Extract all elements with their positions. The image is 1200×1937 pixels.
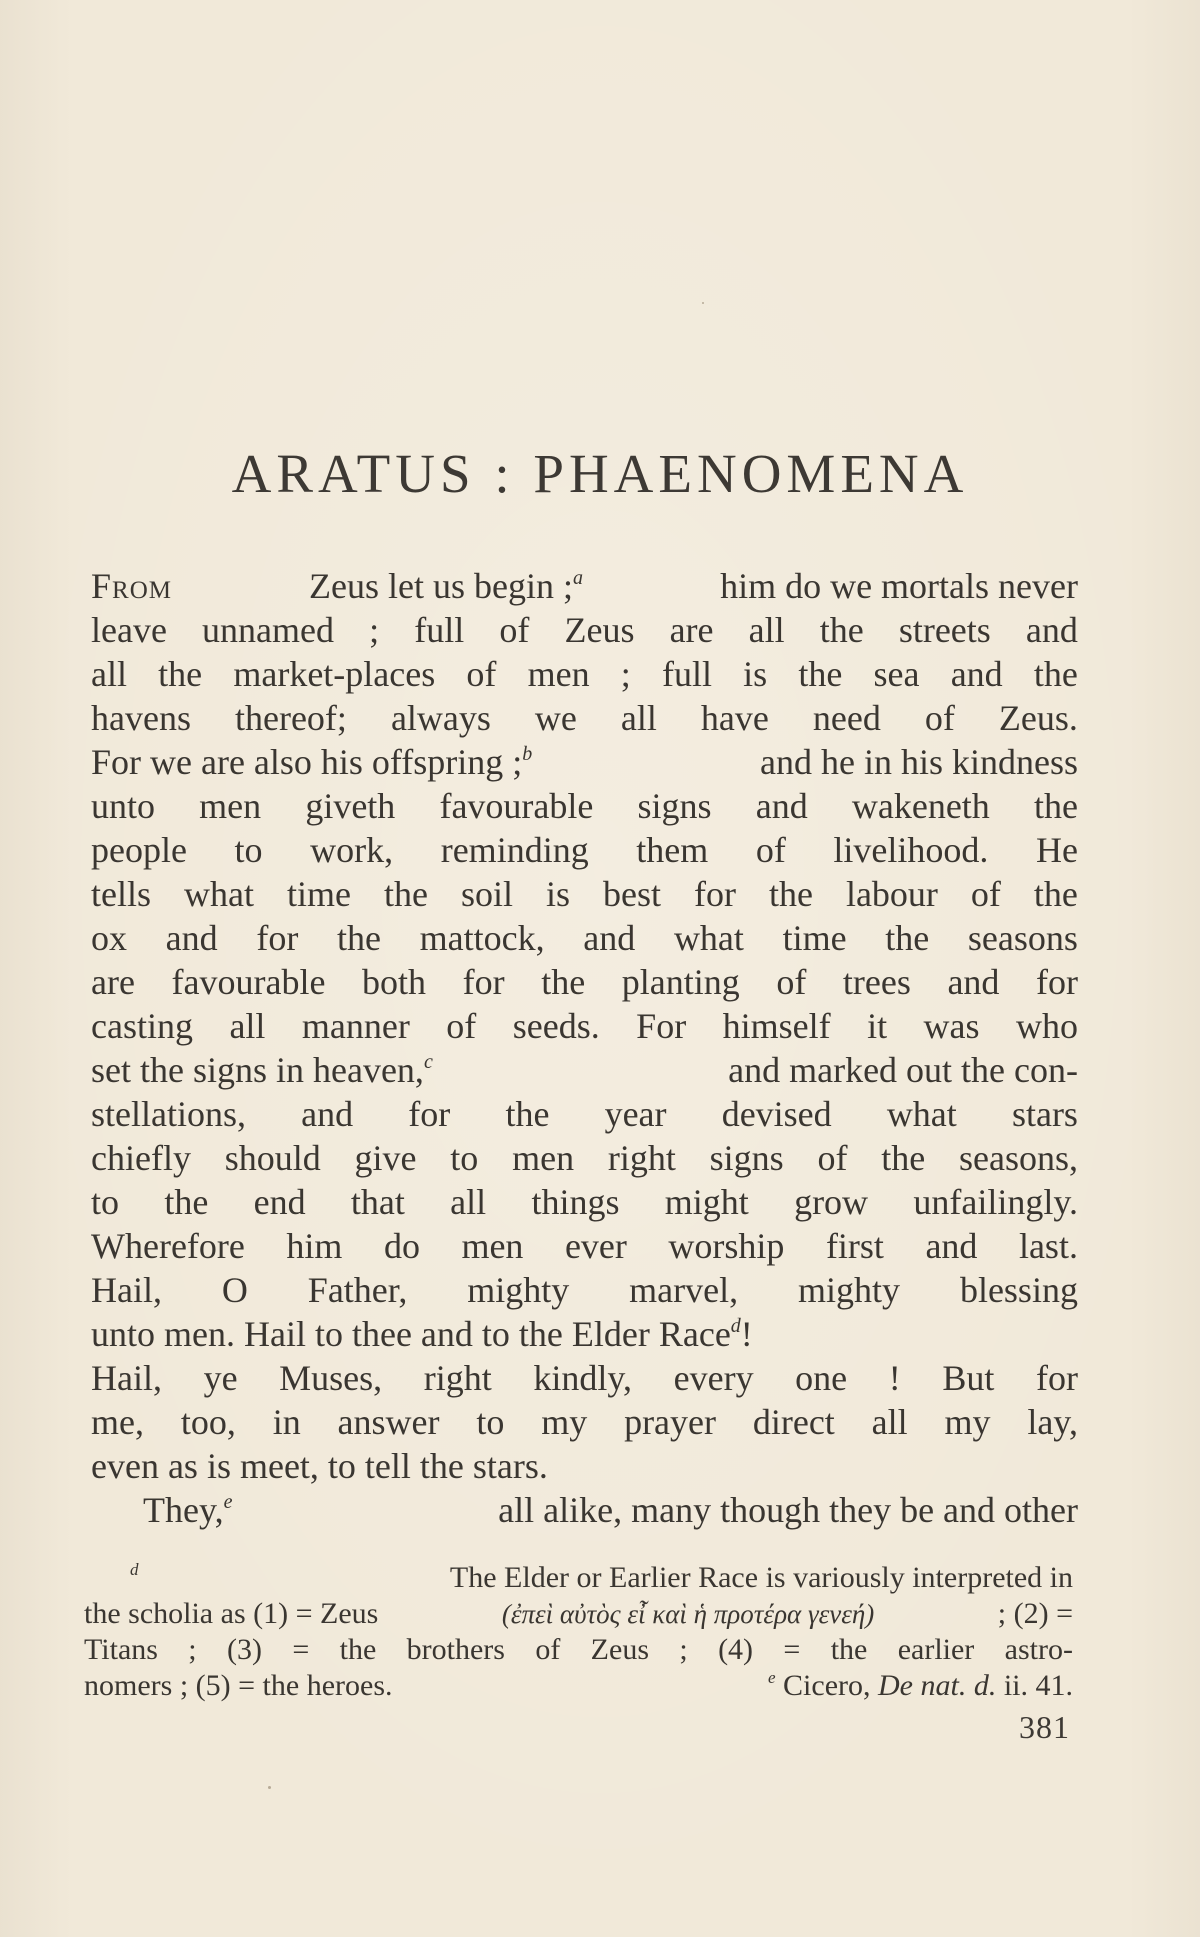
word: should	[224, 1138, 321, 1178]
paper-speck	[268, 1786, 271, 1789]
word: one	[795, 1358, 848, 1398]
word: prayer	[624, 1402, 716, 1442]
word: all	[871, 1402, 908, 1442]
word: ever	[564, 1226, 627, 1266]
word: But	[942, 1358, 995, 1398]
footnote-marker: e	[223, 1491, 233, 1513]
word: reminding	[440, 830, 589, 870]
word: all	[620, 698, 657, 738]
word: of	[924, 698, 955, 738]
word: right	[423, 1358, 492, 1398]
word: wakeneth	[851, 786, 990, 826]
word: men	[461, 1226, 524, 1266]
word: Muses,	[279, 1358, 383, 1398]
word: to	[476, 1402, 505, 1442]
word: ;	[369, 610, 380, 650]
word: seasons,	[959, 1138, 1078, 1178]
word: marvel,	[629, 1270, 739, 1310]
word: =	[292, 1633, 310, 1666]
word: O	[221, 1270, 248, 1310]
page-number: 381	[1019, 1709, 1070, 1745]
word: might	[664, 1182, 749, 1222]
word: time	[782, 918, 847, 958]
word: the	[830, 1633, 868, 1666]
footnote-line	[84, 1668, 1073, 1704]
main-text	[91, 564, 1078, 1532]
footnote-marker: d	[130, 1560, 139, 1579]
text-line	[91, 872, 1078, 916]
footnote-marker: e	[767, 1668, 776, 1687]
word: (3)	[227, 1633, 262, 1666]
word: unto	[91, 786, 156, 826]
word: (4)	[718, 1633, 754, 1666]
word: time	[286, 874, 351, 914]
word: labour	[845, 874, 938, 914]
word: chiefly	[91, 1138, 191, 1178]
word: leave	[91, 610, 167, 650]
footnote-marker: a	[573, 567, 583, 589]
word: what	[184, 874, 254, 914]
word: and	[301, 1094, 354, 1134]
word: He	[1036, 830, 1078, 870]
word: himself	[722, 1006, 831, 1046]
word: ;	[188, 1633, 197, 1666]
word: things	[531, 1182, 620, 1222]
word: soil	[460, 874, 513, 914]
word: the	[881, 1138, 926, 1178]
word: last.	[1018, 1226, 1078, 1266]
page-title: ARATUS : PHAENOMENA	[231, 443, 969, 504]
word: unfailingly.	[913, 1182, 1078, 1222]
word: right	[607, 1138, 676, 1178]
footnote-line	[84, 1632, 1073, 1668]
word: Zeus	[590, 1633, 649, 1666]
word: signs	[709, 1138, 784, 1178]
text-line	[91, 916, 1078, 960]
word: give	[354, 1138, 417, 1178]
word: worship	[668, 1226, 785, 1266]
text-line	[91, 564, 1078, 608]
text-line	[91, 1136, 1078, 1180]
word: of	[535, 1633, 561, 1666]
text-line	[91, 1400, 1078, 1444]
word: full	[414, 610, 465, 650]
word: are	[91, 962, 135, 1002]
word: for	[256, 918, 299, 958]
word: me,	[91, 1402, 144, 1442]
word: work,	[310, 830, 394, 870]
word: end	[253, 1182, 306, 1222]
word: of	[466, 654, 497, 694]
word: the	[339, 1633, 377, 1666]
word: the	[158, 654, 203, 694]
word: people	[91, 830, 187, 870]
footnote-text: ; (2) =	[997, 1597, 1073, 1630]
word: year	[604, 1094, 667, 1134]
word: for	[462, 962, 505, 1002]
word: livelihood.	[833, 830, 989, 870]
word: mattock,	[419, 918, 545, 958]
word: favourable	[439, 786, 594, 826]
word: to	[234, 830, 263, 870]
footnote-text: the scholia as (1) = Zeus	[84, 1597, 379, 1630]
text-line	[91, 828, 1078, 872]
word: and	[583, 918, 636, 958]
word: that	[350, 1182, 405, 1222]
word: astro-	[1004, 1633, 1073, 1666]
word: for	[408, 1094, 451, 1134]
word: Father,	[307, 1270, 408, 1310]
word: stellations,	[91, 1094, 246, 1134]
word: !	[888, 1358, 901, 1398]
text-line	[91, 1224, 1078, 1268]
word: all	[748, 610, 785, 650]
word: Zeus	[564, 610, 635, 650]
word: men	[512, 1138, 575, 1178]
word: trees	[842, 962, 911, 1002]
word: full	[661, 654, 712, 694]
word: best	[602, 874, 661, 914]
word: Titans	[84, 1633, 158, 1666]
word: of	[755, 830, 786, 870]
word: we	[534, 698, 577, 738]
word: streets	[898, 610, 991, 650]
word: all	[450, 1182, 487, 1222]
footnote-text: The Elder or Earlier Race is variously interpreted in	[449, 1561, 1073, 1594]
word: of	[817, 1138, 848, 1178]
word: For	[636, 1006, 687, 1046]
word: and	[950, 654, 1003, 694]
word: first	[825, 1226, 884, 1266]
footnote-marker: d	[730, 1315, 741, 1337]
word: and	[1025, 610, 1078, 650]
word: have	[700, 698, 769, 738]
word: giveth	[305, 786, 396, 826]
text-segment: They,$^e$	[143, 1490, 233, 1530]
word: signs	[637, 786, 712, 826]
footnote-text: nomers ; (5) = the heroes.	[84, 1669, 393, 1702]
word: and	[947, 962, 1000, 1002]
text-segment: From	[91, 566, 172, 606]
word: it	[867, 1006, 888, 1046]
text-line	[91, 1180, 1078, 1224]
word: the	[1033, 874, 1078, 914]
word: and	[755, 786, 808, 826]
footnote-marker: c	[423, 1051, 433, 1073]
word: grow	[794, 1182, 869, 1222]
word: stars	[1011, 1094, 1078, 1134]
text-line	[91, 740, 1078, 784]
word: to	[91, 1182, 120, 1222]
word: every	[673, 1358, 754, 1398]
word: the	[541, 962, 586, 1002]
word: was	[923, 1006, 980, 1046]
footnote-e: $^e$ Cicero, De nat. d. ii. 41.	[767, 1668, 1073, 1702]
word: casting	[91, 1006, 193, 1046]
paper-speck	[702, 302, 704, 304]
text-line	[91, 1048, 1078, 1092]
text-line	[91, 1092, 1078, 1136]
word: tells	[91, 874, 151, 914]
text-line	[91, 960, 1078, 1004]
text-line	[91, 784, 1078, 828]
word: manner	[301, 1006, 410, 1046]
word: ;	[679, 1633, 688, 1666]
text-segment: all alike, many though they be and other	[498, 1490, 1078, 1530]
word: is	[743, 654, 768, 694]
word: mighty	[467, 1270, 570, 1310]
text-segment: him do we mortals never	[720, 566, 1078, 606]
word: kindly,	[533, 1358, 633, 1398]
word: market-places	[233, 654, 436, 694]
word: planting	[621, 962, 740, 1002]
footnote-line	[84, 1560, 1073, 1596]
word: unnamed	[202, 610, 335, 650]
word: my	[944, 1402, 991, 1442]
word: Wherefore	[91, 1226, 245, 1266]
word: ox	[91, 918, 127, 958]
text-segment: even as is meet, to tell the stars.	[91, 1446, 548, 1486]
word: the	[768, 874, 813, 914]
word: to	[450, 1138, 479, 1178]
text-segment: and he in his kindness	[760, 742, 1078, 782]
word: men	[527, 654, 590, 694]
word: seasons	[967, 918, 1078, 958]
word: the	[1033, 654, 1078, 694]
word: and	[165, 918, 218, 958]
word: the	[383, 874, 428, 914]
word: is	[545, 874, 570, 914]
text-line	[91, 652, 1078, 696]
word: the	[336, 918, 381, 958]
word: what	[886, 1094, 957, 1134]
text-line	[91, 1488, 1078, 1532]
word: blessing	[959, 1270, 1078, 1310]
word: ye	[203, 1358, 238, 1398]
word: lay,	[1027, 1402, 1078, 1442]
word: the	[885, 918, 930, 958]
text-line	[91, 608, 1078, 652]
word: Hail,	[91, 1358, 162, 1398]
word: for	[1035, 1358, 1078, 1398]
word: always	[390, 698, 491, 738]
word: sea	[873, 654, 920, 694]
text-segment: For we are also his offspring ;$^b$	[91, 742, 533, 782]
word: answer	[337, 1402, 440, 1442]
word: seeds.	[512, 1006, 600, 1046]
word: the	[505, 1094, 550, 1134]
word: mighty	[798, 1270, 901, 1310]
text-segment: set the signs in heaven,$^c$	[91, 1050, 433, 1090]
word: all	[91, 654, 127, 694]
word: brothers	[406, 1633, 505, 1666]
word: direct	[752, 1402, 835, 1442]
text-segment: Zeus let us begin ;$^a$	[309, 566, 583, 606]
word: thereof;	[234, 698, 347, 738]
footnotes	[84, 1560, 1073, 1704]
word: who	[1016, 1006, 1078, 1046]
word: all	[229, 1006, 266, 1046]
word: for	[1036, 962, 1078, 1002]
word: the	[819, 610, 864, 650]
footnote-marker: b	[522, 743, 533, 765]
word: men	[199, 786, 262, 826]
word: do	[383, 1226, 420, 1266]
word: of	[970, 874, 1001, 914]
greek-quotation: (ἐπεὶ αὐτὸς εἶ καὶ ἡ προτέρα γενεή)	[501, 1599, 875, 1629]
word: of	[776, 962, 807, 1002]
text-line	[91, 1004, 1078, 1048]
word: my	[541, 1402, 588, 1442]
word: favourable	[171, 962, 326, 1002]
word: too,	[180, 1402, 236, 1442]
word: the	[164, 1182, 209, 1222]
word: them	[636, 830, 709, 870]
footnote-line	[84, 1596, 1073, 1632]
text-line	[91, 1444, 1078, 1488]
word: the	[798, 654, 843, 694]
word: what	[673, 918, 744, 958]
word: Hail,	[91, 1270, 162, 1310]
word: for	[693, 874, 736, 914]
text-line	[91, 1356, 1078, 1400]
word: are	[669, 610, 714, 650]
word: both	[362, 962, 427, 1002]
word: devised	[721, 1094, 832, 1134]
text-segment: unto men. Hail to thee and to the Elder Race$^d$!	[91, 1314, 753, 1354]
word: in	[272, 1402, 301, 1442]
word: of	[446, 1006, 477, 1046]
text-line	[91, 1268, 1078, 1312]
word: him	[286, 1226, 343, 1266]
word: havens	[91, 698, 191, 738]
word: the	[1033, 786, 1078, 826]
word: ;	[620, 654, 631, 694]
word: need	[812, 698, 881, 738]
word: earlier	[897, 1633, 975, 1666]
word: Zeus.	[998, 698, 1078, 738]
text-segment: and marked out the con-	[728, 1050, 1078, 1090]
text-line	[91, 696, 1078, 740]
word: =	[783, 1633, 801, 1666]
word: of	[499, 610, 530, 650]
text-line	[91, 1312, 1078, 1356]
word: and	[925, 1226, 978, 1266]
